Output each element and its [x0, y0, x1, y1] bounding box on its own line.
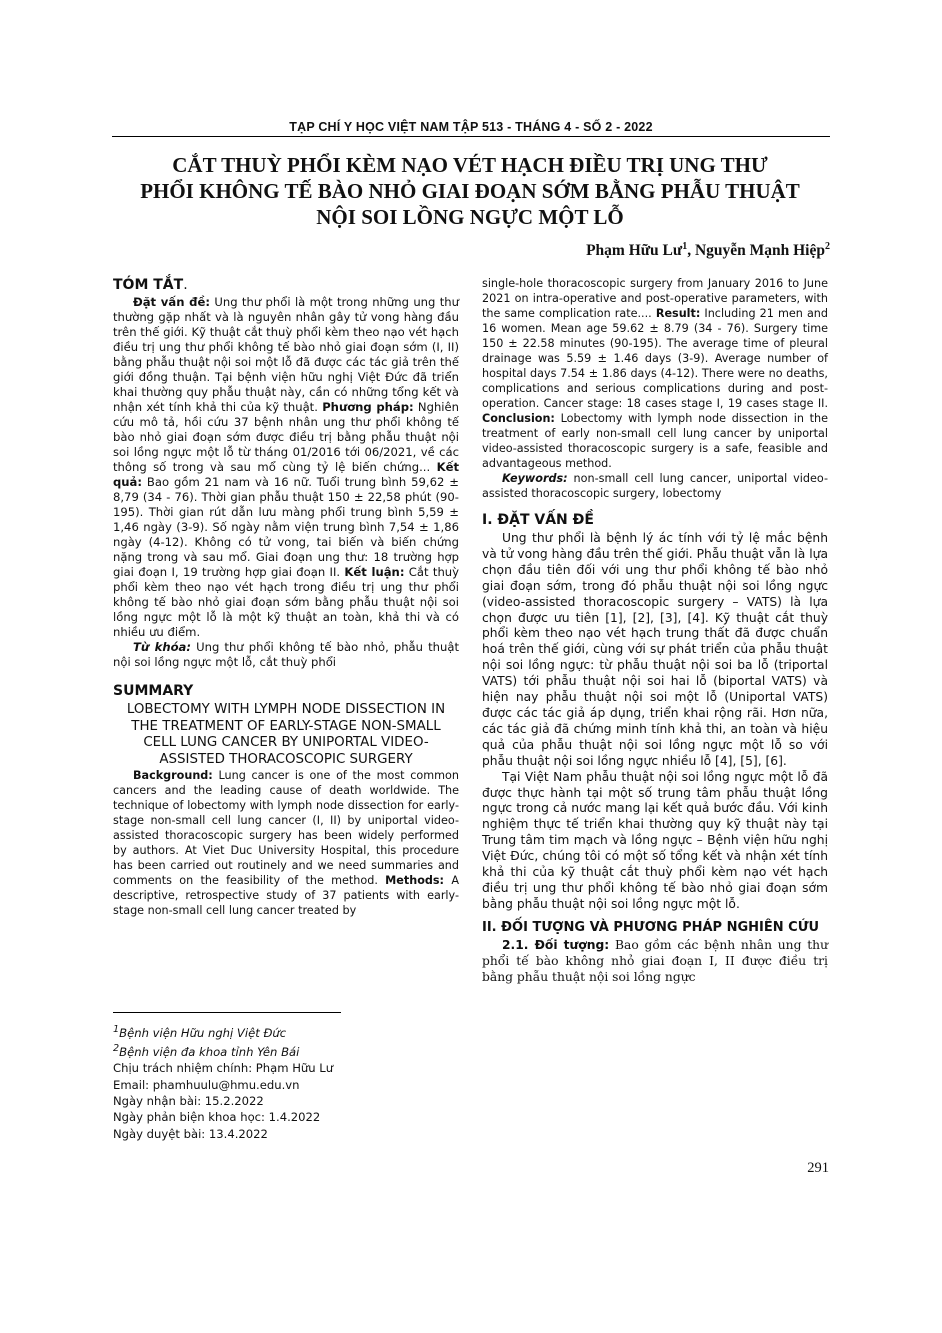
vi-abstract-heading: TÓM TẮT. — [113, 277, 188, 293]
summary-heading: SUMMARY — [113, 683, 194, 699]
affiliation-1: $^1$Bệnh viện Hữu nghị Việt Đức — [113, 1024, 287, 1040]
vi-results-label: Kết quả: — [113, 460, 459, 489]
en-keywords-text: non-small cell lung cancer, uniportal video-assisted thoracoscopic surgery, lobectomy — [482, 472, 828, 500]
section-1-paragraph-1: Ung thư phổi là bệnh lý ác tính với tỷ lệ mắc bệnh và tử vong hàng đầu trên thế giới. Phẫu thuật vẫn là lựa chọn đầu tiên đối với ung thư phổi không tế bào nhỏ giai đoạn sớm, trong đó phẫu thuật nội soi lồng ngực (video-assisted thoracoscopic surgery – VATS) là lựa chọn được ưu tiên [1], [2], [3], [4]. Kỹ thuật cắt thuỳ phổi kèm theo nạo vét hạch trung thất đã được chuẩn hoá trên thế giới, cùng với sự phát triển của phẫu thuật nội soi lồng ngực: từ phẫu thuật nội soi ba lỗ (triportal VATS) tới phẫu thuật nội soi hai lỗ (biportal VATS) và hiện nay phẫu thuật nội soi một lỗ (Uniportal VATS) được các tác giả áp dụng, triển khai rộng rãi. Hơn nữa, các tác giả đã chứng minh tính khả thi, an toàn và hiệu quả của phẫu thuật nội soi lồng ngực một lỗ so với phẫu thuật nội soi lồng ngực nhiều lỗ [4], [5], [6]. — [482, 531, 828, 768]
vi-keywords — [113, 640, 459, 670]
corresponding-email: Email: phamhuulu@hmu.edu.vn — [113, 1077, 300, 1092]
en-results-text: Including 21 men and 16 women. Mean age 59.62 ± 8.79 (34 - 76). Surgery time 150 ± 22.58 minutes (90-195). The average time of pleural drainage was 5.59 ± 1.46 days (3-9). Average number of hospital days 7.54 ± 1.86 days (4-12). There were no deaths, complications and serious complications during and post-operation. Cancer stage: 18 cases stage I, 19 cases stage II. — [482, 307, 828, 410]
section-2-1-text: Bao gồm các bệnh nhân ung thư phổi tế bào không nhỏ giai đoạn I, II được điều trị bằng phẫu thuật nội soi lồng ngực — [482, 937, 828, 984]
vi-abstract-body — [113, 295, 459, 640]
vi-conclusion-label: Kết luận: — [344, 565, 405, 579]
en-background-text: Lung cancer is one of the most common cancers and the leading cause of death worldwide. The technique of lobectomy with lymph node dissection for early-stage non-small cell lung cancer (I, II) by uniportal video-assisted thoracoscopic surgery has been widely performed by authors. At Viet Duc University Hospital, this procedure has been carried out routinely and we need summaries and comments on the feasibility of the method. — [113, 769, 459, 887]
article-title — [120, 152, 820, 230]
footnote-rule — [113, 1012, 341, 1013]
vi-conclusion-text: Cắt thuỳ phổi kèm theo nạo vét hạch trong điều trị ung thư phổi không tế bào nhỏ giai đoạn sớm bằng phẫu thuật nội soi lồng ngực một lỗ là một kỹ thuật an toàn, khả thi và có nhiều ưu điểm. — [113, 565, 459, 639]
en-background-label: Background: — [133, 769, 213, 782]
vi-keywords-label: Từ khóa: — [133, 640, 192, 654]
en-keywords-label: Keywords: — [502, 472, 568, 485]
author-2-affiliation: 2 — [825, 241, 830, 252]
date-received: Ngày nhận bài: 15.2.2022 — [113, 1093, 264, 1108]
vi-methods-text: Nghiên cứu mô tả, hồi cứu 37 bệnh nhân ung thư phổi không tế bào nhỏ giai đoạn sớm được điều trị bằng phẫu thuật nội soi lồng ngực một lỗ từ tháng 01/2016 tới 06/2021, về các thông số trong và sau mổ cùng tỷ lệ biến chứng... — [113, 400, 459, 474]
author-1: Phạm Hữu Lư — [586, 242, 683, 260]
corresponding-author: Chịu trách nhiệm chính: Phạm Hữu Lư — [113, 1061, 334, 1076]
page-number: 291 — [807, 1160, 829, 1176]
summary-body-left — [113, 768, 459, 918]
author-separator: , — [687, 242, 695, 260]
journal-header: TẠP CHÍ Y HỌC VIỆT NAM TẬP 513 - THÁNG 4 - SỐ 2 - 2022 — [289, 120, 653, 134]
footnotes — [113, 1022, 459, 1142]
vi-background-label: Đặt vấn đề: — [133, 295, 210, 309]
title-line-3: NỘI SOI LỒNG NGỰC MỘT LỖ — [316, 205, 624, 229]
summary-title: LOBECTOMY WITH LYMPH NODE DISSECTION IN THE TREATMENT OF EARLY-STAGE NON-SMALL CELL LUNG CANCER BY UNIPORTAL VIDEO-ASSISTED THORACOSCOPIC SURGERY — [126, 702, 446, 767]
section-2-1 — [482, 938, 828, 986]
title-line-1: CẮT THUỲ PHỔI KÈM NẠO VÉT HẠCH ĐIỀU TRỊ UNG THƯ — [172, 153, 768, 177]
title-line-2: PHỔI KHÔNG TẾ BÀO NHỎ GIAI ĐOẠN SỚM BẰNG PHẪU THUẬT — [140, 179, 800, 203]
section-2-1-label: 2.1. Đối tượng: — [502, 937, 610, 952]
section-1-heading: I. ĐẶT VẤN ĐỀ — [482, 512, 594, 528]
en-keywords — [482, 471, 828, 501]
date-accepted: Ngày duyệt bài: 13.4.2022 — [113, 1126, 268, 1141]
author-1-affiliation: 1 — [682, 241, 688, 252]
right-column — [482, 276, 828, 985]
en-methods-text-left: A descriptive, retrospective study of 37 patients with early-stage non-small cell lung cancer treated by — [113, 874, 459, 917]
date-reviewed: Ngày phản biện khoa học: 1.4.2022 — [113, 1110, 321, 1125]
authors — [586, 241, 830, 260]
en-conclusion-label: Conclusion: — [482, 412, 555, 425]
affiliation-2: $^2$Bệnh viện đa khoa tỉnh Yên Bái — [113, 1043, 300, 1060]
summary-body-right — [482, 276, 828, 471]
vi-results-text: Bao gồm 21 nam và 16 nữ. Tuổi trung bình 59,62 ± 8,79 (34 - 76). Thời gian phẫu thuật 150 ± 22,58 phút (90-195). Thời gian rút dẫn lưu màng phổi trung bình 5,59 ± 1,46 ngày (3-9). Số ngày nằm viện trung bình 7,54 ± 1,86 ngày (4-12). Không có tử vong, tai biến và biến chứng nặng trong và sau mổ. Giai đoạn ung thư: 18 trường hợp giai đoạn I, 19 trường hợp giai đoạn II. — [113, 475, 459, 579]
en-methods-text-right: single-hole thoracoscopic surgery from January 2016 to June 2021 on intra-operative and post-operative parameters, with the same complication rate.... — [482, 277, 828, 320]
author-2: Nguyễn Mạnh Hiệp — [694, 242, 825, 260]
header-rule — [112, 136, 830, 137]
left-column — [113, 276, 459, 918]
section-2-heading: II. ĐỐI TƯỢNG VÀ PHƯƠNG PHÁP NGHIÊN CỨU — [482, 919, 820, 935]
en-methods-label: Methods: — [385, 874, 445, 887]
en-conclusion-text: Lobectomy with lymph node dissection in the treatment of early non-small cell lung cancer by uniportal video-assisted thoracoscopic surgery is a safe, feasible and advantageous method. — [482, 412, 828, 470]
en-results-label: Result: — [655, 307, 701, 320]
section-1-paragraph-2: Tại Việt Nam phẫu thuật nội soi lồng ngực một lỗ đã được thực hành tại một số trung tâm phẫu thuật lồng ngực trong cả nước mang lại kết quả bước đầu. Với kinh nghiệm thực tế triển khai thường quy kỹ thuật này tại Trung tâm tim mạch và lồng ngực – Bệnh viện hữu nghị Việt Đức, chúng tôi có một số tổng kết và nhận xét tính khả thi của kỹ thuật cắt thuỳ phổi kèm nạo vét hạch điều trị ung thư phổi không tế bào nhỏ giai đoạn sớm bằng phẫu thuật nội soi lồng ngực một lỗ. — [482, 769, 828, 911]
vi-background-text: Ung thư phổi là một trong những ung thư thường gặp nhất và là nguyên nhân gây tử vong hàng đầu trên thế giới. Kỹ thuật cắt thuỳ phổi kèm theo nạo vét hạch điều trị ung thư phổi không tế bào nhỏ giai đoạn sớm (I, II) bằng phẫu thuật nội soi một lỗ đã được các tác giả trên thế giới đồng thuận. Tại bệnh viện hữu nghị Việt Đức đã triển khai thường quy phẫu thuật này, cần có những tổng kết và nhận xét tính khả thi của kỹ thuật. — [113, 295, 459, 414]
vi-keywords-text: Ung thư phổi không tế bào nhỏ, phẫu thuật nội soi lồng ngực một lỗ, cắt thuỳ phổi — [113, 640, 460, 669]
vi-methods-label: Phương pháp: — [322, 400, 414, 414]
